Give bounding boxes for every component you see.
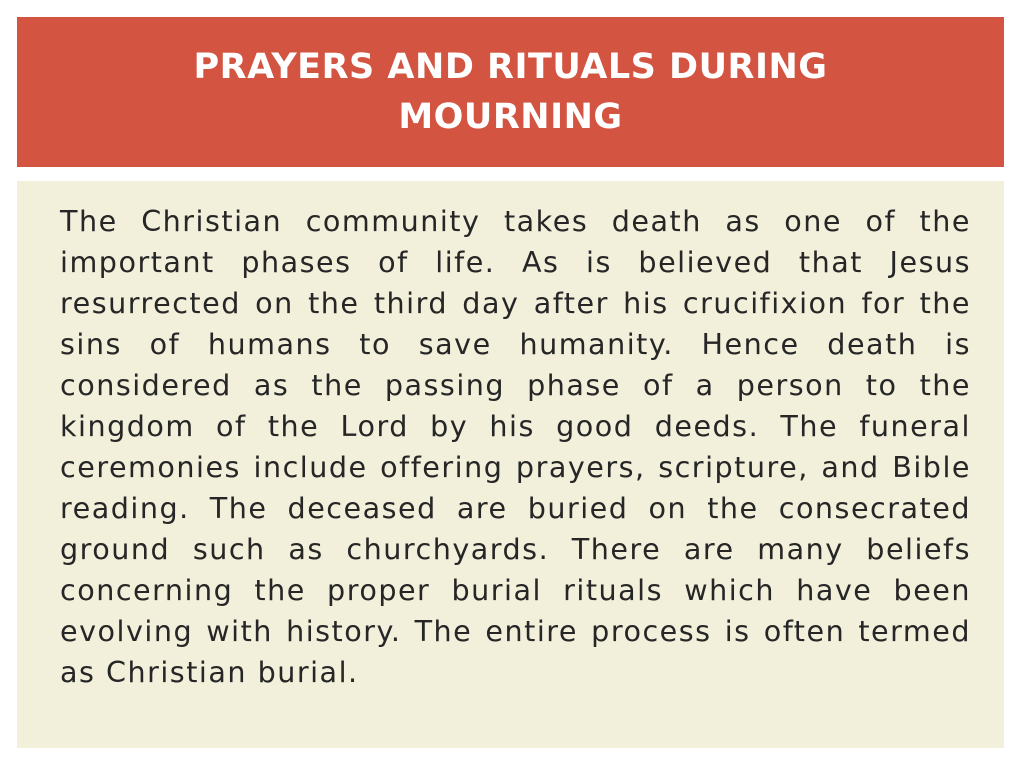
- body-paragraph: The Christian community takes death as one of the important phases of life. As is believed that Jesus resurrected on the third day after his crucifixion for the sins of humans to save humanity. Hence death is considered as the passing phase of a person to the kingdom of the Lord by his good deeds. The funeral ceremonies include offering prayers, scripture, and Bible reading. The deceased are buried on the consecrated ground such as churchyards. There are many beliefs concerning the proper burial rituals which have been evolving with history. The entire process is often termed as Christian burial.: [60, 204, 971, 689]
- title-banner: [17, 17, 1004, 167]
- content-panel: [17, 181, 1004, 748]
- slide-title: PRAYERS AND RITUALS DURING MOURNING: [193, 47, 828, 137]
